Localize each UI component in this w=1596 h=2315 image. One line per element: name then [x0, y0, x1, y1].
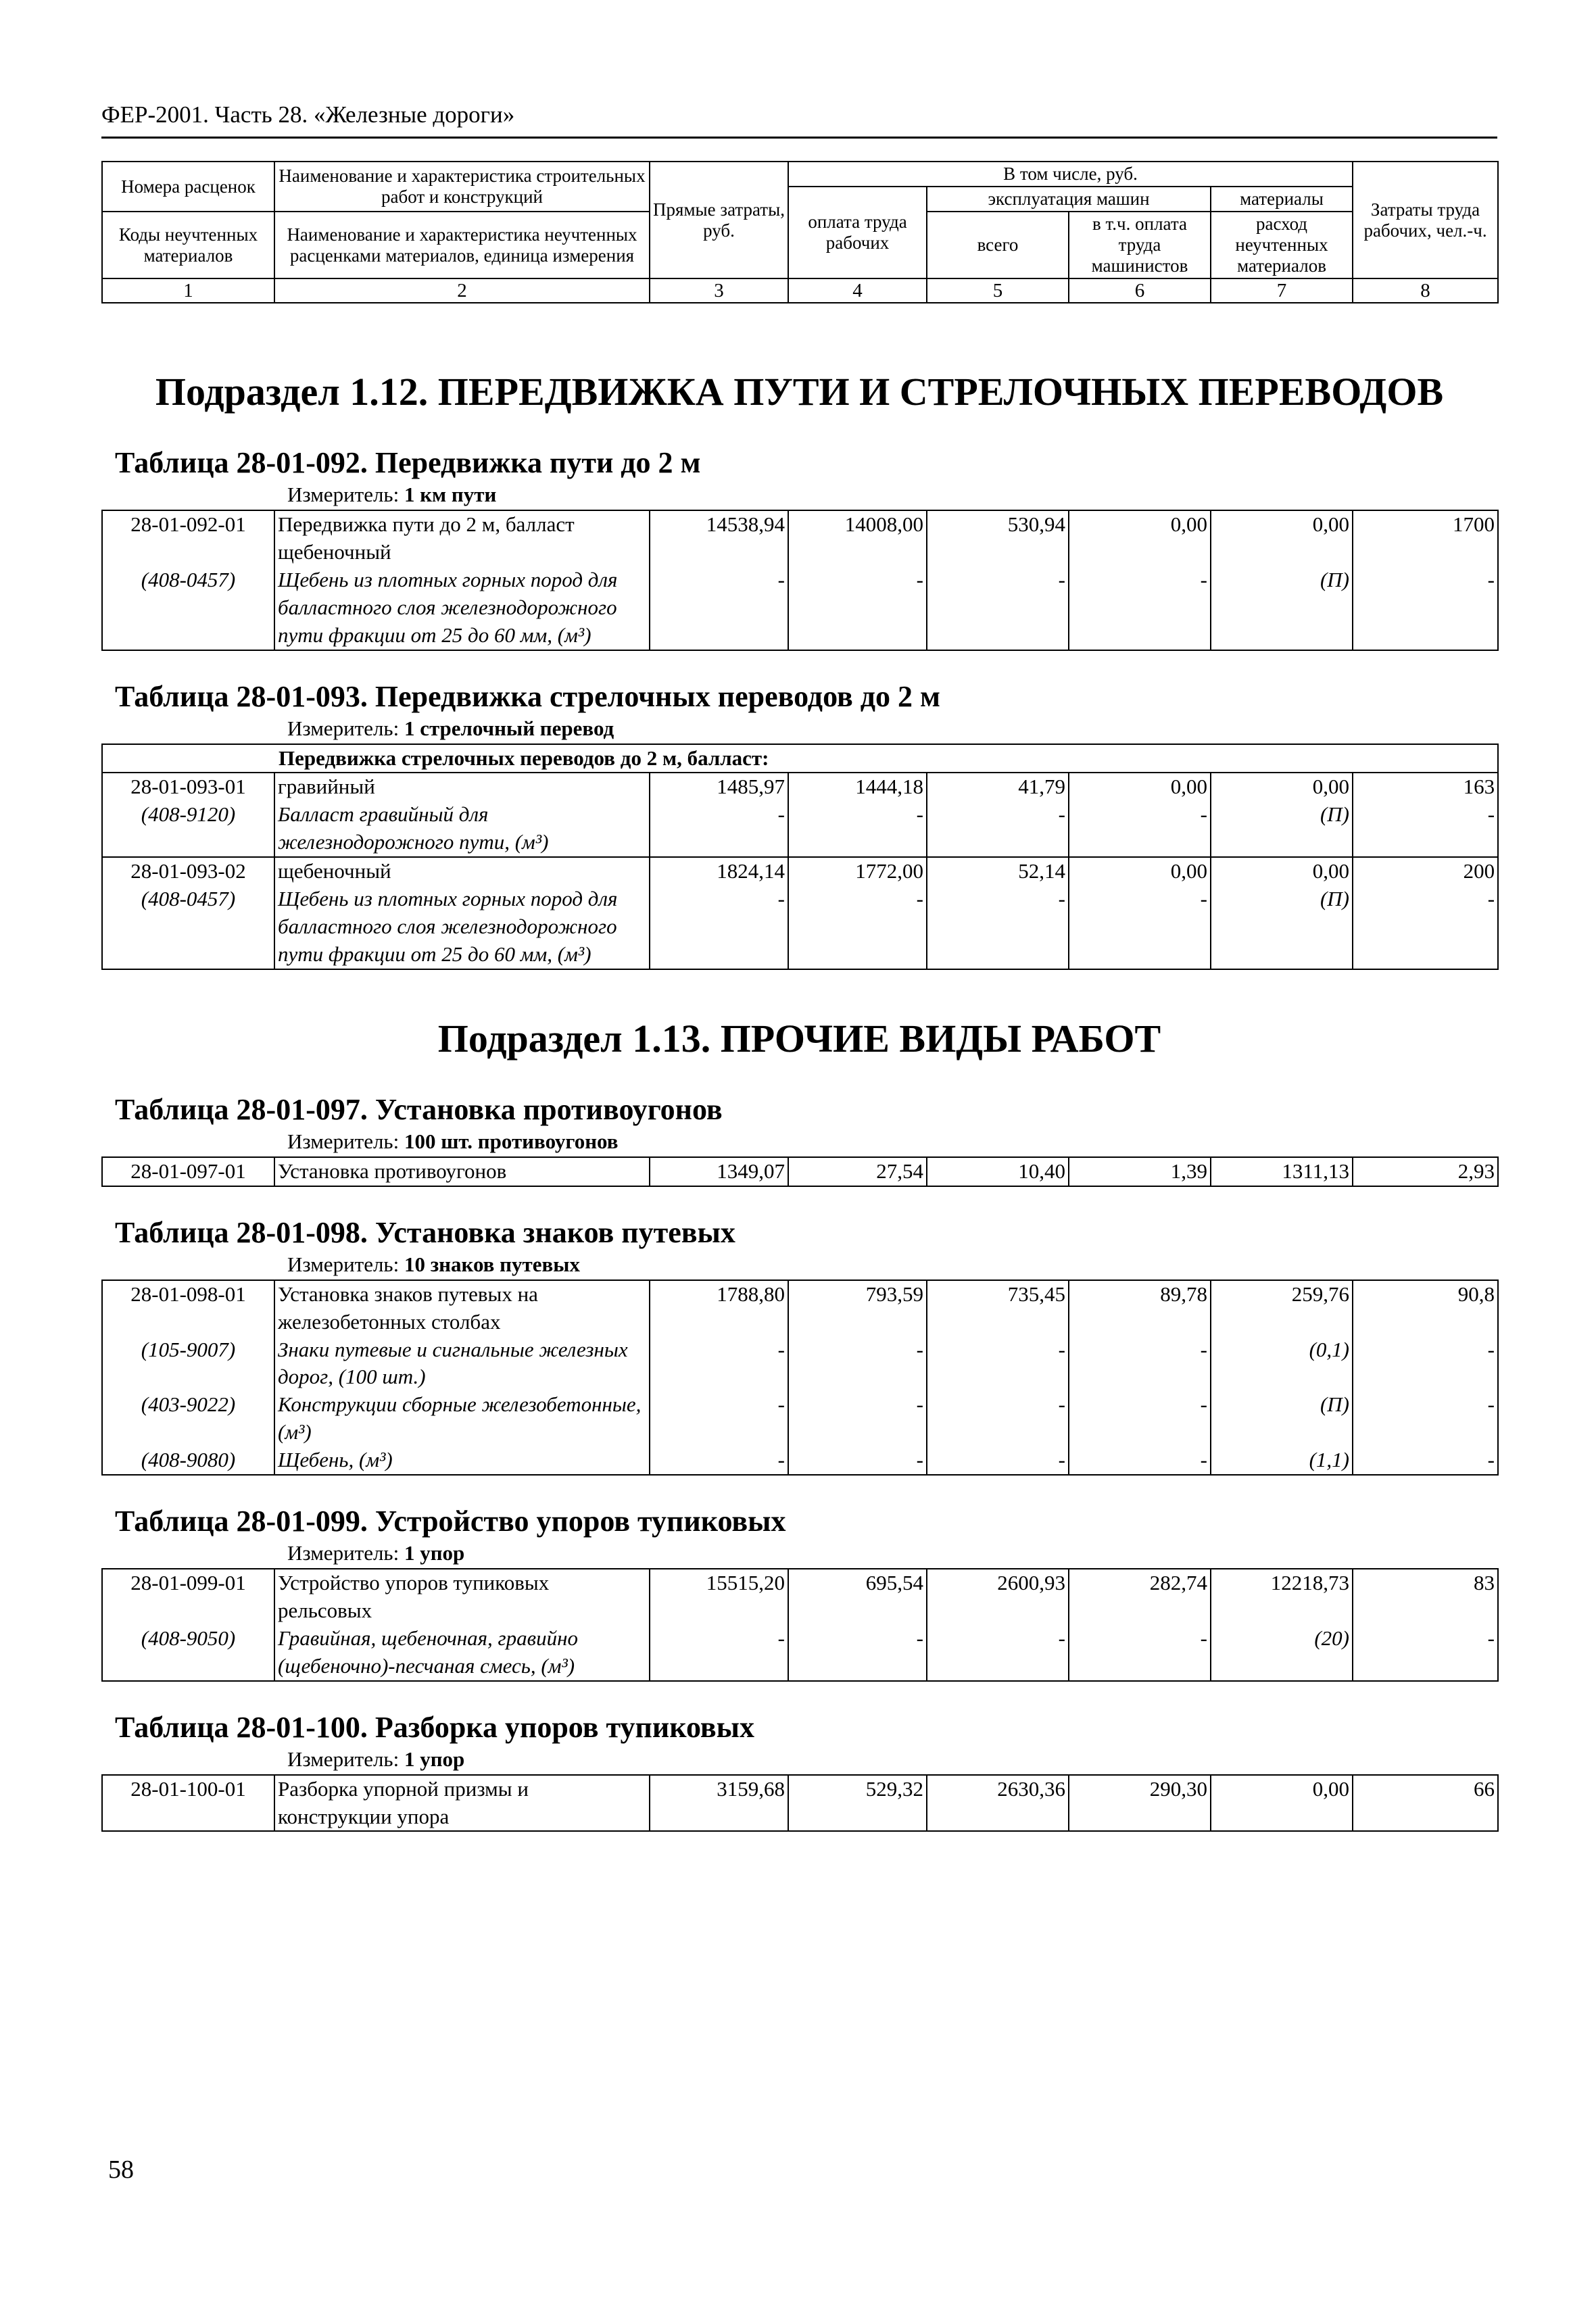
- worker-pay-cell: -: [788, 1625, 927, 1681]
- material-name: Балласт гравийный для железнодорожного пути, (м³): [274, 801, 650, 857]
- machines-total-cell: -: [927, 566, 1069, 650]
- material-row: [102, 1336, 1498, 1392]
- labor-hours-cell: -: [1353, 1625, 1498, 1681]
- operator-pay-cell: -: [1069, 566, 1211, 650]
- material-consumption-cell: 0,00: [1211, 1775, 1353, 1832]
- measure-label: Измеритель:: [287, 1747, 400, 1771]
- worker-pay-cell: 793,59: [788, 1280, 927, 1336]
- direct-costs-cell: 1485,97: [650, 773, 788, 801]
- table-caption: Таблица 28-01-100. Разборка упоров тупиковых: [115, 1710, 754, 1744]
- operator-pay-cell: 89,78: [1069, 1280, 1211, 1336]
- direct-costs-cell: 14538,94: [650, 510, 788, 566]
- rate-row: [102, 773, 1498, 801]
- measure-label: Измеритель:: [287, 1129, 400, 1153]
- rate-code: 28-01-098-01: [102, 1280, 274, 1336]
- header-direct-costs: Прямые затраты, руб.: [650, 162, 788, 278]
- machines-total-cell: -: [927, 885, 1069, 969]
- work-name: Установка знаков путевых на железобетонных столбах: [274, 1280, 650, 1336]
- header-materials: материалы: [1211, 187, 1353, 212]
- labor-hours-cell: 1700: [1353, 510, 1498, 566]
- direct-costs-cell: 1349,07: [650, 1157, 788, 1186]
- measure-value: 1 км пути: [404, 483, 497, 506]
- direct-costs-cell: -: [650, 885, 788, 969]
- measure-line: [101, 1250, 1497, 1280]
- material-row: [102, 1625, 1498, 1681]
- operator-pay-cell: -: [1069, 1391, 1211, 1446]
- header-labor-costs: Затраты труда рабочих, чел.-ч.: [1353, 162, 1498, 278]
- rates-table: [101, 1774, 1499, 1832]
- header-rule: [101, 137, 1497, 139]
- worker-pay-cell: 695,54: [788, 1569, 927, 1625]
- work-name: щебеночный: [274, 857, 650, 885]
- operator-pay-cell: 0,00: [1069, 857, 1211, 885]
- table-caption: Таблица 28-01-093. Передвижка стрелочных переводов до 2 м: [115, 679, 940, 713]
- document-body: [101, 346, 1497, 1855]
- spacer: [101, 651, 1497, 674]
- direct-costs-cell: -: [650, 1391, 788, 1446]
- machines-total-cell: 2630,36: [927, 1775, 1069, 1832]
- material-row: [102, 1446, 1498, 1475]
- machines-total-cell: 2600,93: [927, 1569, 1069, 1625]
- operator-pay-cell: 0,00: [1069, 773, 1211, 801]
- labor-hours-cell: 163: [1353, 773, 1498, 801]
- direct-costs-cell: -: [650, 801, 788, 857]
- header-rate-number: Номера расценок: [102, 162, 274, 212]
- measure-value: 1 упор: [404, 1747, 465, 1771]
- header-operator-pay: в т.ч. оплата труда машинистов: [1069, 212, 1211, 278]
- labor-hours-cell: -: [1353, 1336, 1498, 1392]
- spacer: [101, 1187, 1497, 1210]
- table-caption: Таблица 28-01-099. Устройство упоров тупиковых: [115, 1505, 786, 1538]
- direct-costs-cell: -: [650, 1336, 788, 1392]
- table-caption: Таблица 28-01-092. Передвижка пути до 2 м: [115, 446, 701, 479]
- material-name: Щебень, (м³): [274, 1446, 650, 1475]
- column-number: 5: [927, 278, 1069, 303]
- group-label: Передвижка стрелочных переводов до 2 м, балласт:: [102, 744, 1498, 773]
- worker-pay-cell: 529,32: [788, 1775, 927, 1832]
- measure-label: Измеритель:: [287, 716, 400, 740]
- measure-label: Измеритель:: [287, 1252, 400, 1276]
- machines-total-cell: -: [927, 801, 1069, 857]
- section-title: Подраздел 1.13. ПРОЧИЕ ВИДЫ РАБОТ: [437, 1016, 1161, 1061]
- spacer: [101, 1832, 1497, 1855]
- material-consumption-cell: 1311,13: [1211, 1157, 1353, 1186]
- labor-hours-cell: -: [1353, 801, 1498, 857]
- rates-table: [101, 1156, 1499, 1187]
- operator-pay-cell: 1,39: [1069, 1157, 1211, 1186]
- work-name: Устройство упоров тупиковых рельсовых: [274, 1569, 650, 1625]
- material-code: (408-9080): [102, 1446, 274, 1475]
- material-consumption-cell: (П): [1211, 1391, 1353, 1446]
- operator-pay-cell: -: [1069, 885, 1211, 969]
- work-name: Разборка упорной призмы и конструкции упора: [274, 1775, 650, 1832]
- rates-table: [101, 744, 1499, 970]
- column-number: 2: [274, 278, 650, 303]
- material-consumption-cell: 0,00: [1211, 773, 1353, 801]
- machines-total-cell: 41,79: [927, 773, 1069, 801]
- material-consumption-cell: (0,1): [1211, 1336, 1353, 1392]
- header-material-consumption: расход неучтенных материалов: [1211, 212, 1353, 278]
- worker-pay-cell: 1772,00: [788, 857, 927, 885]
- header-machines: эксплуатация машин: [927, 187, 1211, 212]
- operator-pay-cell: -: [1069, 1336, 1211, 1392]
- measure-value: 100 шт. противоугонов: [404, 1129, 619, 1153]
- rate-row: [102, 1157, 1498, 1186]
- labor-hours-cell: -: [1353, 1446, 1498, 1475]
- labor-hours-cell: 200: [1353, 857, 1498, 885]
- rate-row: [102, 510, 1498, 566]
- measure-value: 10 знаков путевых: [404, 1252, 580, 1276]
- material-consumption-cell: (П): [1211, 566, 1353, 650]
- rate-code: 28-01-093-02: [102, 857, 274, 885]
- rate-code: 28-01-092-01: [102, 510, 274, 566]
- machines-total-cell: -: [927, 1336, 1069, 1392]
- header-worker-pay: оплата труда рабочих: [788, 187, 927, 278]
- material-name: Щебень из плотных горных пород для балластного слоя железнодорожного пути фракции от 25 до 60 мм, (м³): [274, 885, 650, 969]
- measure-line: [101, 1745, 1497, 1774]
- table-caption: Таблица 28-01-098. Установка знаков путевых: [115, 1215, 735, 1249]
- work-name: Передвижка пути до 2 м, балласт щебеночный: [274, 510, 650, 566]
- operator-pay-cell: -: [1069, 1446, 1211, 1475]
- machines-total-cell: -: [927, 1625, 1069, 1681]
- rate-code: 28-01-097-01: [102, 1157, 274, 1186]
- direct-costs-cell: 3159,68: [650, 1775, 788, 1832]
- labor-hours-cell: 66: [1353, 1775, 1498, 1832]
- spacer: [101, 1476, 1497, 1498]
- machines-total-cell: 52,14: [927, 857, 1069, 885]
- measure-value: 1 упор: [404, 1541, 465, 1565]
- operator-pay-cell: -: [1069, 1625, 1211, 1681]
- measure-label: Измеритель:: [287, 483, 400, 506]
- header-machines-total: всего: [927, 212, 1069, 278]
- spacer: [101, 1682, 1497, 1705]
- material-consumption-cell: 0,00: [1211, 510, 1353, 566]
- material-name: Конструкции сборные железобетонные, (м³): [274, 1391, 650, 1446]
- material-consumption-cell: (20): [1211, 1625, 1353, 1681]
- machines-total-cell: 735,45: [927, 1280, 1069, 1336]
- rates-table: [101, 1280, 1499, 1476]
- machines-total-cell: 10,40: [927, 1157, 1069, 1186]
- spacer: [101, 970, 1497, 993]
- labor-hours-cell: -: [1353, 566, 1498, 650]
- worker-pay-cell: 14008,00: [788, 510, 927, 566]
- material-code: (403-9022): [102, 1391, 274, 1446]
- measure-value: 1 стрелочный перевод: [404, 716, 614, 740]
- worker-pay-cell: -: [788, 885, 927, 969]
- column-number: 7: [1211, 278, 1353, 303]
- direct-costs-cell: 15515,20: [650, 1569, 788, 1625]
- column-number: 4: [788, 278, 927, 303]
- material-code: (408-9120): [102, 801, 274, 857]
- worker-pay-cell: -: [788, 1391, 927, 1446]
- material-consumption-cell: 12218,73: [1211, 1569, 1353, 1625]
- machines-total-cell: 530,94: [927, 510, 1069, 566]
- header-work-name: Наименование и характеристика строительных работ и конструкций: [274, 162, 650, 212]
- header-material-codes: Коды неучтенных материалов: [102, 212, 274, 278]
- material-code: (408-9050): [102, 1625, 274, 1681]
- worker-pay-cell: -: [788, 801, 927, 857]
- material-consumption-cell: (П): [1211, 801, 1353, 857]
- material-row: [102, 1391, 1498, 1446]
- column-number: 3: [650, 278, 788, 303]
- rate-row: [102, 1280, 1498, 1336]
- column-number: 6: [1069, 278, 1211, 303]
- work-name: Установка противоугонов: [274, 1157, 650, 1186]
- labor-hours-cell: -: [1353, 1391, 1498, 1446]
- operator-pay-cell: -: [1069, 801, 1211, 857]
- material-name: Знаки путевые и сигнальные железных дорог, (100 шт.): [274, 1336, 650, 1392]
- material-name: Гравийная, щебеночная, гравийно (щебеночно)-песчаная смесь, (м³): [274, 1625, 650, 1681]
- measure-label: Измеритель:: [287, 1541, 400, 1565]
- labor-hours-cell: 2,93: [1353, 1157, 1498, 1186]
- header-material-name: Наименование и характеристика неучтенных расценками материалов, единица измерения: [274, 212, 650, 278]
- direct-costs-cell: 1788,80: [650, 1280, 788, 1336]
- material-row: [102, 885, 1498, 969]
- material-consumption-cell: (П): [1211, 885, 1353, 969]
- material-consumption-cell: (1,1): [1211, 1446, 1353, 1475]
- measure-line: [101, 714, 1497, 744]
- measure-line: [101, 1127, 1497, 1156]
- worker-pay-cell: -: [788, 1446, 927, 1475]
- section-title: Подраздел 1.12. ПЕРЕДВИЖКА ПУТИ И СТРЕЛОЧНЫХ ПЕРЕВОДОВ: [155, 370, 1444, 414]
- labor-hours-cell: 90,8: [1353, 1280, 1498, 1336]
- labor-hours-cell: 83: [1353, 1569, 1498, 1625]
- material-code: (408-0457): [102, 566, 274, 650]
- group-row: [102, 744, 1498, 773]
- direct-costs-cell: -: [650, 1625, 788, 1681]
- measure-line: [101, 1538, 1497, 1568]
- material-consumption-cell: 259,76: [1211, 1280, 1353, 1336]
- table-caption: Таблица 28-01-097. Установка противоугонов: [115, 1092, 723, 1126]
- material-code: (105-9007): [102, 1336, 274, 1392]
- direct-costs-cell: 1824,14: [650, 857, 788, 885]
- work-name: гравийный: [274, 773, 650, 801]
- column-number: 8: [1353, 278, 1498, 303]
- header-group-including: В том числе, руб.: [788, 162, 1353, 187]
- operator-pay-cell: 290,30: [1069, 1775, 1211, 1832]
- rates-table: [101, 1568, 1499, 1682]
- rates-table: [101, 510, 1499, 651]
- machines-total-cell: -: [927, 1446, 1069, 1475]
- rate-row: [102, 1775, 1498, 1832]
- material-row: [102, 566, 1498, 650]
- worker-pay-cell: -: [788, 566, 927, 650]
- worker-pay-cell: 27,54: [788, 1157, 927, 1186]
- direct-costs-cell: -: [650, 1446, 788, 1475]
- material-row: [102, 801, 1498, 857]
- rate-code: 28-01-099-01: [102, 1569, 274, 1625]
- page-number: 58: [108, 2155, 134, 2184]
- material-consumption-cell: 0,00: [1211, 857, 1353, 885]
- material-code: (408-0457): [102, 885, 274, 969]
- column-header-table: [101, 161, 1499, 303]
- rate-row: [102, 857, 1498, 885]
- rate-row: [102, 1569, 1498, 1625]
- column-number: 1: [102, 278, 274, 303]
- labor-hours-cell: -: [1353, 885, 1498, 969]
- measure-line: [101, 480, 1497, 510]
- material-name: Щебень из плотных горных пород для балластного слоя железнодорожного пути фракции от 25 до 60 мм, (м³): [274, 566, 650, 650]
- worker-pay-cell: 1444,18: [788, 773, 927, 801]
- operator-pay-cell: 0,00: [1069, 510, 1211, 566]
- rate-code: 28-01-100-01: [102, 1775, 274, 1832]
- direct-costs-cell: -: [650, 566, 788, 650]
- worker-pay-cell: -: [788, 1336, 927, 1392]
- machines-total-cell: -: [927, 1391, 1069, 1446]
- operator-pay-cell: 282,74: [1069, 1569, 1211, 1625]
- rate-code: 28-01-093-01: [102, 773, 274, 801]
- running-header: ФЕР-2001. Часть 28. «Железные дороги»: [101, 101, 515, 128]
